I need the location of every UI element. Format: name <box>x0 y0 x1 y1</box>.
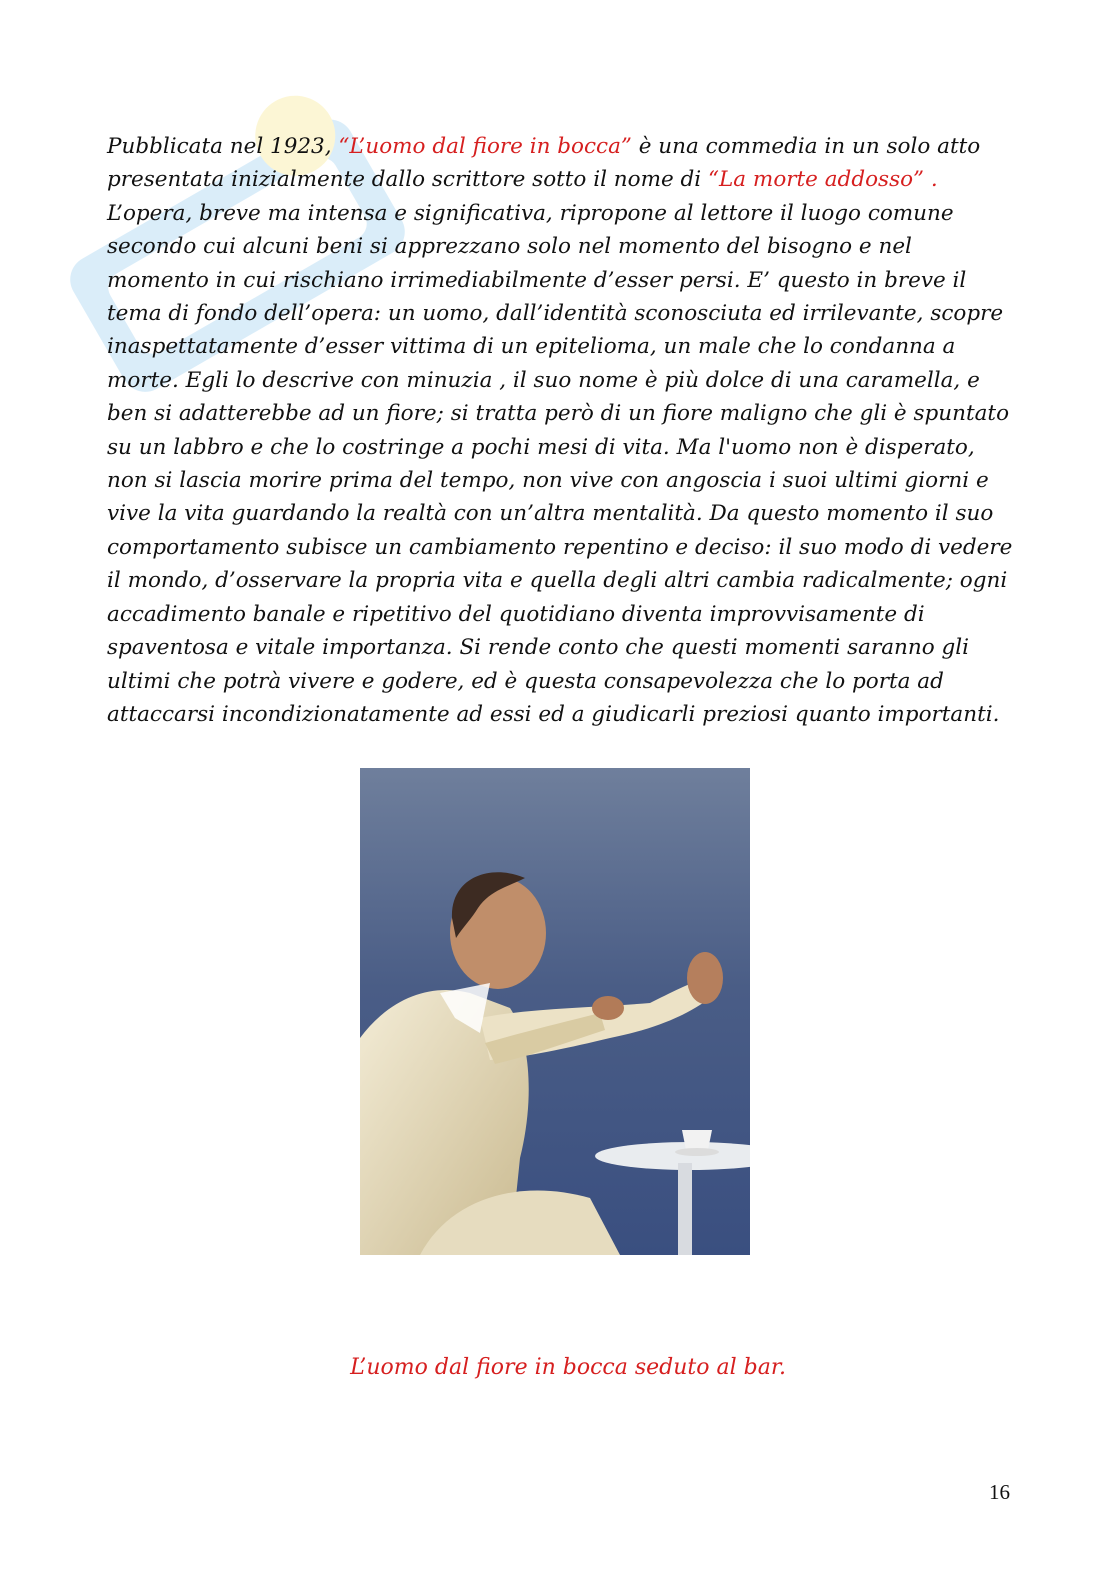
paragraph-text-1: Pubblicata nel 1923, <box>107 134 339 159</box>
work-title-2: “La morte addosso” . <box>708 167 938 193</box>
page-number: 16 <box>989 1480 1010 1504</box>
work-title-1: “L’uomo dal fiore in bocca” <box>338 134 632 159</box>
photo-man-seated-at-bar <box>360 768 750 1255</box>
main-paragraph <box>107 130 1017 731</box>
paragraph-text-2: è una commedia in un solo atto presentata inizialmente dallo scrittore sotto il nome di <box>107 134 981 193</box>
paragraph-text-3: L’opera, breve ma intensa e significativa, ripropone al lettore il luogo comune secondo cui alcuni beni si apprezzano solo nel momento del bisogno e nel momento in cui rischiano irrimediabilmente d’esser persi. E’ questo in breve il tema di fondo dell’opera: un uomo, dall’identità sconosciuta ed irrilevante, scopre inaspettatamente d’esser vittima di un epitelioma, un male che lo condanna a morte. Egli lo descrive con minuzia , il suo nome è più dolce di una caramella, e ben si adatterebbe ad un fiore; si tratta però di un fiore maligno che gli è spuntato su un labbro e che lo costringe a pochi mesi di vita. Ma l'uomo non è disperato, non si lascia morire prima del tempo, non vive con angoscia i suoi ultimi giorni e vive la vita guardando la realtà con un’altra mentalità. Da questo momento il suo comportamento subisce un cambiamento repentino e deciso: il suo modo di vedere il mondo, d’osservare la propria vita e quella degli altri cambia radicalmente; ogni accadimento banale e ripetitivo del quotidiano diventa improvvisamente di spaventosa e vitale importanza. Si rende conto che questi momenti saranno gli ultimi che potrà vivere e godere, ed è questa consapevolezza che lo porta ad attaccarsi incondizionatamente ad essi ed a giudicarli preziosi quanto importanti. <box>107 200 1013 727</box>
photo-caption: L’uomo dal fiore in bocca seduto al bar. <box>350 1355 786 1380</box>
